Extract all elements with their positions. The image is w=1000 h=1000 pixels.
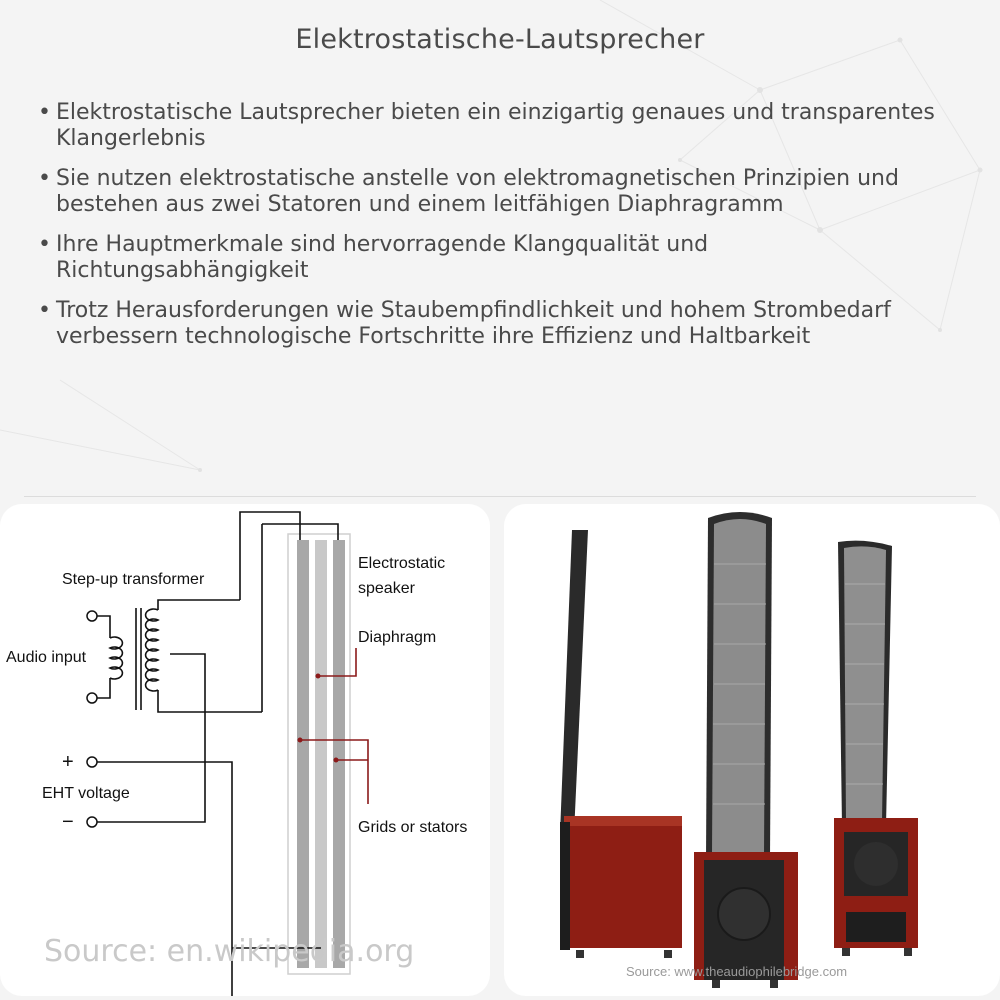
section-divider bbox=[24, 496, 976, 497]
label-eht-voltage: EHT voltage bbox=[42, 785, 130, 802]
speaker-photo bbox=[504, 504, 1000, 996]
stator-right bbox=[333, 540, 345, 968]
source-right-caption: Source: www.theaudiophilebridge.com bbox=[626, 964, 848, 979]
bullet-item bbox=[38, 100, 958, 152]
bullet-text: Sie nutzen elektrostatische anstelle von elektromagnetischen Prinzipien und bestehen aus zwei Statoren und einem leitfähigen Diaphragramm bbox=[56, 166, 899, 217]
label-plus: + bbox=[62, 751, 74, 773]
diagram-panel bbox=[0, 504, 490, 996]
speaker-right-angle-view bbox=[834, 541, 918, 956]
bullet-marker: • bbox=[38, 232, 51, 257]
bullet-text: Elektrostatische Lautsprecher bieten ein einzigartig genaues und transparentes Klangerlebnis bbox=[56, 100, 935, 151]
bullet-marker: • bbox=[38, 166, 51, 191]
label-electrostatic: Electrostatic bbox=[358, 555, 446, 572]
speaker-left-side-view bbox=[560, 530, 682, 958]
stator-left bbox=[297, 540, 309, 968]
diaphragm bbox=[315, 540, 327, 968]
bullet-marker: • bbox=[38, 298, 51, 323]
label-minus: − bbox=[62, 811, 74, 833]
bullet-item bbox=[38, 298, 958, 350]
bullet-list bbox=[38, 100, 958, 364]
electrostatic-speaker-diagram bbox=[0, 504, 490, 996]
label-step-up-transformer: Step-up transformer bbox=[62, 571, 205, 588]
page-title: Elektrostatische-Lautsprecher bbox=[295, 24, 705, 55]
speaker-center-front-view bbox=[694, 512, 798, 988]
bullet-item bbox=[38, 166, 958, 218]
transformer-coils bbox=[110, 609, 158, 691]
label-speaker: speaker bbox=[358, 580, 415, 597]
label-grids-or-stators: Grids or stators bbox=[358, 819, 468, 836]
label-audio-input: Audio input bbox=[6, 649, 87, 666]
bullet-item bbox=[38, 232, 958, 284]
bullet-text: Ihre Hauptmerkmale sind hervorragende Klangqualität und Richtungsabhängigkeit bbox=[56, 232, 709, 283]
bullet-text: Trotz Herausforderungen wie Staubempfindlichkeit und hohem Strombedarf verbessern technologische Fortschritte ihre Effizienz und Haltbarkeit bbox=[56, 298, 891, 349]
source-left-caption: Source: en.wikipedia.org bbox=[44, 934, 415, 969]
bullet-marker: • bbox=[38, 100, 51, 125]
speaker-photo-panel bbox=[504, 504, 1000, 996]
label-diaphragm: Diaphragm bbox=[358, 629, 437, 646]
